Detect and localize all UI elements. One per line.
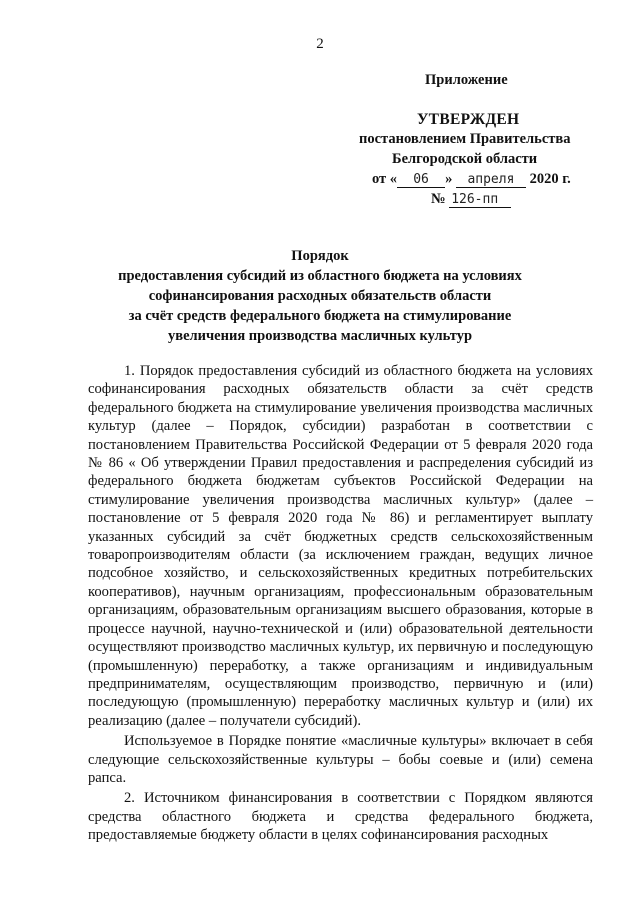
appendix-label: Приложение (425, 72, 508, 88)
paragraph-1: 1. Порядок предоставления субсидий из областного бюджета на условиях софинансирования расходных обязательств области за счёт средств федерального бюджета на стимулирование увеличения производства масличных культур (далее – Порядок, субсидии) разработан в соответствии с постановлением Правительства Российской Федерации от 5 февраля 2020 года № 86 « Об утверждении Правил предоставления и распределения субсидий из федерального бюджета бюджетам субъектов Российской Федерации на стимулирование увеличения производства масличных культур» (далее – постановление от 5 февраля 2020 года № 86) и регламентирует выплату указанных субсидий за счёт бюджетных средств сельскохозяйственным товаропроизводителям области (за исключением граждан, ведущих личное подсобное хозяйство, и сельскохозяйственных кредитных потребительских кооперативов), научным организациям, профессиональным образовательным организациям, образовательным организациям высшего образования, которые в процессе научной, научно-технической и (или) образовательной деятельности осуществляют производство масличных культур, их первичную и последующую (промышленную) переработку, а также организациям и индивидуальным предпринимателям, осуществляющим производство, первичную и (или) последующую (промышленную) переработку масличных культур и (или) их реализацию (далее – получатели субсидий). (88, 363, 593, 729)
date-mid: » (445, 171, 453, 187)
resolution-label: постановлением Правительства (359, 131, 571, 147)
number-prefix: № (431, 191, 446, 207)
title-line-2: предоставления субсидий из областного бюджета на условиях (118, 268, 522, 284)
title-line-4: за счёт средств федерального бюджета на стимулирование (128, 308, 512, 324)
page-number: 2 (316, 36, 324, 52)
date-prefix: от « (372, 171, 398, 187)
title-line-3: софинансирования расходных обязательств области (148, 288, 492, 304)
region-label: Белгородской области (392, 151, 538, 167)
date-day: 06 (397, 172, 445, 188)
document-body (88, 362, 593, 847)
number-value: 126-пп (449, 192, 511, 208)
date-month: апреля (456, 172, 526, 188)
title-line-1: Порядок (291, 248, 349, 264)
document-title (0, 246, 640, 346)
approved-label: УТВЕРЖДЕН (417, 111, 520, 128)
approval-date (372, 171, 571, 188)
date-year: 2020 г. (529, 171, 571, 187)
title-line-5: увеличения производства масличных культур (167, 328, 473, 344)
paragraph-3: 2. Источником финансирования в соответствии с Порядком являются средства областного бюджета и средства федерального бюджета, предоставляемые бюджету области в целях софинансирования расходных (88, 790, 593, 844)
paragraph-2: Используемое в Порядке понятие «масличные культуры» включает в себя следующие сельскохозяйственные культуры – бобы соевые и (или) семена рапса. (88, 733, 593, 786)
approval-number (431, 191, 511, 208)
